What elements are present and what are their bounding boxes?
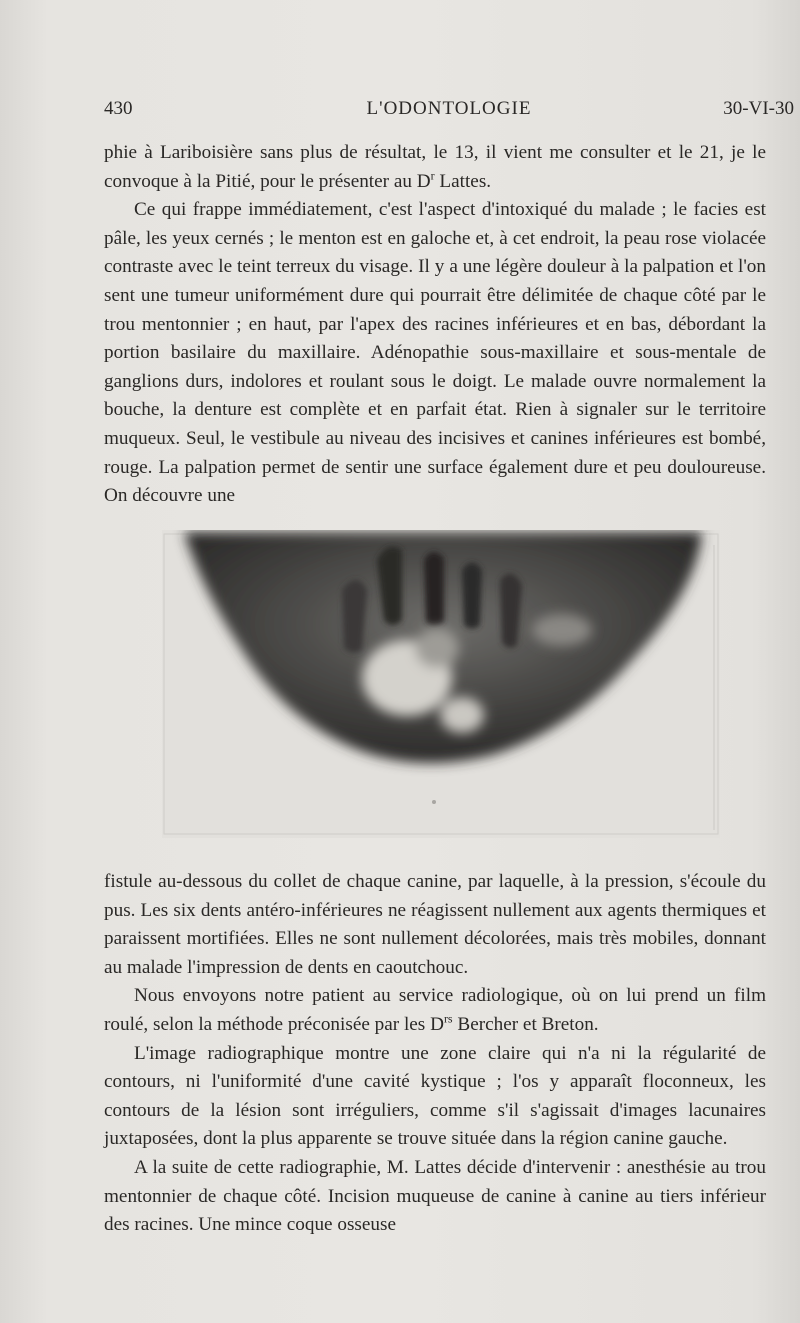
- journal-title: L'ODONTOLOGIE: [366, 98, 532, 119]
- paragraph: A la suite de cette radiographie, M. Lattes décide d'intervenir : anesthésie au trou mentonnier de chaque côté. Incision muqueuse de canine à canine au tiers inférieur des racines. Une mince coque osseuse: [104, 1156, 766, 1236]
- paragraph: fistule au-dessous du collet de chaque canine, par laquelle, à la pression, s'écoule du pus. Les six dents antéro-inférieures ne réagissent nullement aux agents thermiques et paraissent mortifiées. Elles ne sont nullement décolorées, mais très mobiles, donnant au malade l'impression de dents en caoutchouc.: [104, 871, 766, 978]
- page-number: 430: [104, 98, 133, 119]
- paragraph: Nous envoyons notre patient au service radiologique, où on lui prend un film roulé, selon la méthode préconisée par les $D^{rs}$ Bercher et Breton.: [104, 985, 766, 1035]
- issue-date: 30-VI-30: [723, 98, 794, 119]
- paragraph: phie à Lariboisière sans plus de résultat, le 13, il vient me consulter et le 21, je le convoque à la Pitié, pour le présenter au $D^r$ Lattes.: [104, 142, 766, 192]
- paragraph: Ce qui frappe immédiatement, c'est l'aspect d'intoxiqué du malade ; le facies est pâle, les yeux cernés ; le menton est en galoche et, à cet endroit, la peau rose violacée contraste avec le teint terreux du visage. Il y a une légère douleur à la palpation et l'on sent une tumeur uniformément dure qui pourrait être délimitée de chaque côté par le trou mentonnier ; en haut, par l'apex des racines inférieures et en bas, débordant la portion basilaire du maxillaire. Adénopathie sous-maxillaire et sous-mentale de ganglions durs, indolores et roulant sous le doigt. Le malade ouvre normalement la bouche, la denture est complète et en parfait état. Rien à signaler sur le territoire muqueux. Seul, le vestibule au niveau des incisives et canines inférieures est bombé, rouge. La palpation permet de sentir une surface également dure et peu douloureuse. On découvre une: [104, 199, 766, 507]
- radiograph-figure: [162, 530, 720, 838]
- body-text-top: [104, 139, 766, 511]
- paragraph: L'image radiographique montre une zone claire qui n'a ni la régularité de contours, ni l'uniformité d'une cavité kystique ; l'os y apparaît floconneux, les contours de la lésion sont irréguliers, comme s'il s'agissait d'images lacunaires juxtaposées, dont la plus apparente se trouve située dans la région canine gauche.: [104, 1042, 766, 1150]
- body-text-bottom: [104, 868, 766, 1240]
- running-header: [104, 98, 794, 128]
